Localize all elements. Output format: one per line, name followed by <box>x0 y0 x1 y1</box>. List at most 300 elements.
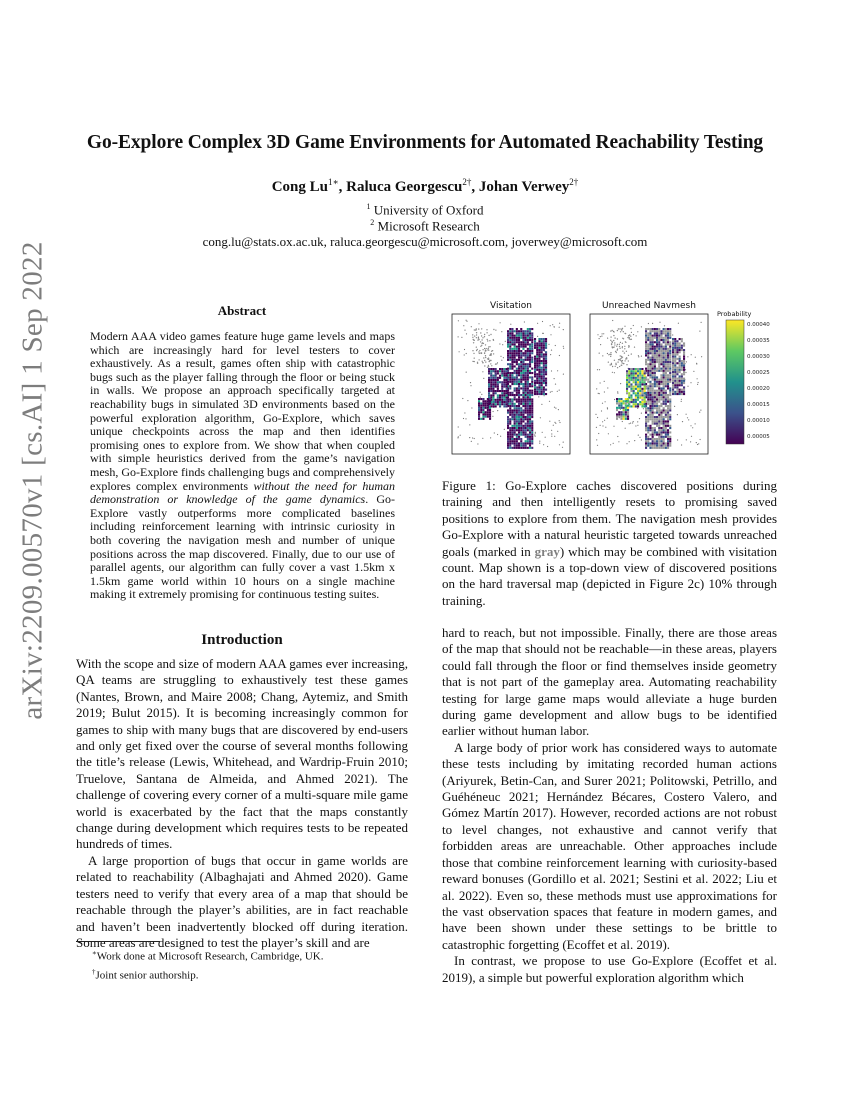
map-cell <box>644 375 646 377</box>
map-cell <box>667 328 669 330</box>
map-cell <box>525 423 527 425</box>
map-cell <box>649 405 651 407</box>
map-cell <box>665 414 667 416</box>
map-cell <box>652 387 654 389</box>
map-cell <box>652 350 654 352</box>
map-cell <box>669 401 671 403</box>
map-cell <box>527 385 529 387</box>
map-cell <box>667 339 669 341</box>
author-list: Cong $Lu^{1∗}$, Raluca Georgescu$^{2\dagger}$, Johan Verwey$^{2\dagger}$ <box>271 177 579 195</box>
map-cell <box>520 409 522 411</box>
right-column-body <box>442 625 777 986</box>
author-name: Johan Verwey <box>478 179 570 195</box>
map-cell <box>482 409 484 411</box>
map-cell <box>509 409 511 411</box>
map-cell <box>529 418 531 420</box>
map-cell <box>618 398 620 400</box>
map-cell <box>623 411 625 413</box>
map-cell <box>522 370 524 372</box>
map-cell <box>658 407 660 409</box>
map-cell <box>652 379 654 381</box>
map-cell <box>676 382 678 384</box>
map-cell <box>507 418 509 420</box>
figure-1-caption <box>442 478 777 609</box>
map-cell <box>618 407 620 409</box>
map-cell <box>541 353 543 355</box>
map-cell <box>522 330 524 332</box>
map-cell <box>658 359 660 361</box>
map-cell <box>633 403 635 405</box>
map-point <box>605 427 606 428</box>
map-cell <box>633 399 635 401</box>
map-cell <box>516 392 518 394</box>
map-cell <box>516 414 518 416</box>
map-cell <box>647 370 649 372</box>
map-point <box>467 400 468 401</box>
map-point <box>617 436 618 437</box>
map-cell <box>626 390 628 392</box>
map-cell <box>503 372 505 374</box>
map-point <box>503 357 504 358</box>
map-cell <box>525 405 527 407</box>
map-cell <box>669 370 671 372</box>
map-cell <box>541 375 543 377</box>
map-cell <box>641 390 643 392</box>
map-cell <box>665 332 667 334</box>
map-point <box>632 422 633 423</box>
map-point <box>473 353 474 354</box>
map-cell <box>616 413 618 415</box>
map-cell <box>647 328 649 330</box>
map-point <box>474 335 475 336</box>
map-cell <box>652 434 654 436</box>
map-cell <box>620 416 622 418</box>
map-cell <box>652 414 654 416</box>
map-cell <box>527 420 529 422</box>
map-cell <box>618 400 620 402</box>
map-point <box>472 437 473 438</box>
map-cell <box>656 440 658 442</box>
map-cell <box>529 365 531 367</box>
map-cell <box>669 361 671 363</box>
map-cell <box>499 381 501 383</box>
map-cell <box>667 341 669 343</box>
map-cell <box>490 377 492 379</box>
map-cell <box>487 405 489 407</box>
map-cell <box>507 445 509 447</box>
map-cell <box>511 343 513 345</box>
map-cell <box>676 378 678 380</box>
map-cell <box>639 401 641 403</box>
map-cell <box>665 335 667 337</box>
map-cell <box>503 370 505 372</box>
map-cell <box>669 418 671 420</box>
map-cell <box>649 409 651 411</box>
map-cell <box>490 368 492 370</box>
map-cell <box>518 447 520 449</box>
map-cell <box>509 442 511 444</box>
map-cell <box>676 371 678 373</box>
map-cell <box>669 350 671 352</box>
map-cell <box>514 352 516 354</box>
map-cell <box>660 348 662 350</box>
map-point <box>624 348 625 349</box>
map-point <box>458 426 459 427</box>
map-point <box>682 421 683 422</box>
map-cell <box>545 353 547 355</box>
map-point <box>622 421 623 422</box>
map-cell <box>635 403 637 405</box>
map-cell <box>538 356 540 358</box>
map-cell <box>620 411 622 413</box>
map-cell <box>525 337 527 339</box>
map-cell <box>667 398 669 400</box>
map-cell <box>522 332 524 334</box>
map-cell <box>645 354 647 356</box>
map-cell <box>647 440 649 442</box>
map-cell <box>518 398 520 400</box>
map-cell <box>527 407 529 409</box>
map-point <box>563 374 564 375</box>
map-cell <box>525 385 527 387</box>
map-cell <box>618 402 620 404</box>
map-cell <box>669 372 671 374</box>
map-point <box>612 346 613 347</box>
map-cell <box>545 345 547 347</box>
map-point <box>614 399 615 400</box>
map-cell <box>516 332 518 334</box>
map-cell <box>672 389 674 391</box>
abstract-text: . Go-Explore vastly outperforms more complicated baselines including reinforcement learning with intrinsic curiosity in both covering the navigation mesh and number of unique positions across the map discovered. Finally, due to our use of parallel agents, our algorithm can fully cover a vast 1.5km x 1.5km game world within 10 hours on a single machine making it extremely promising for continuous testing suites. <box>90 492 395 602</box>
map-cell <box>482 398 484 400</box>
map-cell <box>520 381 522 383</box>
map-cell <box>647 431 649 433</box>
map-point <box>542 321 543 322</box>
map-cell <box>654 341 656 343</box>
map-cell <box>658 368 660 370</box>
map-cell <box>674 351 676 353</box>
map-cell <box>509 346 511 348</box>
map-point <box>486 348 487 349</box>
map-cell <box>514 346 516 348</box>
map-cell <box>501 403 503 405</box>
map-cell <box>520 343 522 345</box>
map-cell <box>652 438 654 440</box>
map-cell <box>543 375 545 377</box>
map-point <box>599 353 600 354</box>
map-cell <box>518 427 520 429</box>
map-point <box>545 437 546 438</box>
map-cell <box>529 394 531 396</box>
map-cell <box>654 447 656 449</box>
map-point <box>615 366 616 367</box>
map-cell <box>667 368 669 370</box>
map-cell <box>511 438 513 440</box>
map-cell <box>628 379 630 381</box>
map-cell <box>672 378 674 380</box>
map-cell <box>536 391 538 393</box>
map-cell <box>501 401 503 403</box>
map-point <box>596 439 597 440</box>
map-cell <box>499 377 501 379</box>
map-cell <box>676 373 678 375</box>
map-cell <box>495 368 497 370</box>
map-cell <box>518 383 520 385</box>
map-cell <box>518 346 520 348</box>
map-point <box>635 425 636 426</box>
map-cell <box>654 438 656 440</box>
map-cell <box>506 372 508 374</box>
map-cell <box>503 368 505 370</box>
map-point <box>485 361 486 362</box>
map-cell <box>541 371 543 373</box>
map-cell <box>507 330 509 332</box>
map-cell <box>616 400 618 402</box>
affiliation <box>60 218 790 234</box>
map-cell <box>514 350 516 352</box>
map-cell <box>672 358 674 360</box>
map-point <box>701 322 702 323</box>
map-cell <box>627 398 629 400</box>
map-cell <box>669 332 671 334</box>
map-cell <box>543 353 545 355</box>
map-cell <box>649 398 651 400</box>
map-cell <box>514 361 516 363</box>
map-cell <box>525 376 527 378</box>
map-point <box>697 444 698 445</box>
map-point <box>478 338 479 339</box>
map-cell <box>641 388 643 390</box>
map-cell <box>488 381 490 383</box>
map-cell <box>660 350 662 352</box>
map-cell <box>511 381 513 383</box>
map-point <box>463 418 464 419</box>
map-cell <box>644 392 646 394</box>
map-cell <box>656 425 658 427</box>
map-cell <box>633 375 635 377</box>
map-cell <box>658 427 660 429</box>
map-cell <box>645 346 647 348</box>
map-cell <box>516 337 518 339</box>
map-cell <box>656 392 658 394</box>
map-cell <box>649 412 651 414</box>
map-cell <box>672 356 674 358</box>
map-cell <box>658 383 660 385</box>
map-cell <box>669 381 671 383</box>
map-cell <box>652 403 654 405</box>
map-point <box>491 351 492 352</box>
map-cell <box>495 372 497 374</box>
map-cell <box>679 375 681 377</box>
map-cell <box>672 353 674 355</box>
map-cell <box>506 370 508 372</box>
map-point <box>601 410 602 411</box>
map-cell <box>658 398 660 400</box>
map-cell <box>669 357 671 359</box>
map-cell <box>647 407 649 409</box>
map-cell <box>499 401 501 403</box>
map-cell <box>497 381 499 383</box>
map-point <box>541 404 542 405</box>
map-cell <box>522 420 524 422</box>
map-cell <box>669 414 671 416</box>
map-cell <box>522 425 524 427</box>
map-cell <box>654 440 656 442</box>
map-cell <box>672 371 674 373</box>
map-cell <box>538 362 540 364</box>
map-cell <box>669 407 671 409</box>
map-point <box>641 326 642 327</box>
colorbar-tick: 0.00030 <box>747 354 770 360</box>
map-point <box>697 378 698 379</box>
map-point <box>549 421 550 422</box>
map-cell <box>625 409 627 411</box>
map-cell <box>674 373 676 375</box>
map-cell <box>658 343 660 345</box>
map-cell <box>654 350 656 352</box>
map-cell <box>647 381 649 383</box>
map-cell <box>511 434 513 436</box>
map-cell <box>665 403 667 405</box>
map-point <box>652 323 653 324</box>
map-cell <box>514 381 516 383</box>
map-cell <box>681 393 683 395</box>
map-point <box>637 331 638 332</box>
map-cell <box>497 377 499 379</box>
map-cell <box>511 335 513 337</box>
map-cell <box>654 330 656 332</box>
map-point <box>610 336 611 337</box>
map-point <box>478 323 479 324</box>
map-cell <box>656 447 658 449</box>
affiliation-name: Microsoft Research <box>377 218 480 234</box>
map-cell <box>509 339 511 341</box>
map-cell <box>516 429 518 431</box>
map-cell <box>488 372 490 374</box>
affiliation-mark: 1 <box>366 202 371 211</box>
map-cell <box>487 398 489 400</box>
map-cell <box>652 357 654 359</box>
map-cell <box>509 337 511 339</box>
map-cell <box>618 405 620 407</box>
map-cell <box>647 418 649 420</box>
map-cell <box>516 354 518 356</box>
map-cell <box>511 341 513 343</box>
map-cell <box>525 436 527 438</box>
map-cell <box>667 354 669 356</box>
map-cell <box>527 335 529 337</box>
map-cell <box>663 350 665 352</box>
map-cell <box>656 357 658 359</box>
map-point <box>460 435 461 436</box>
map-cell <box>676 386 678 388</box>
map-point <box>695 357 696 358</box>
map-cell <box>516 405 518 407</box>
map-cell <box>635 386 637 388</box>
map-point <box>616 346 617 347</box>
map-cell <box>669 438 671 440</box>
map-point <box>559 422 560 423</box>
map-cell <box>665 398 667 400</box>
map-cell <box>525 445 527 447</box>
map-point <box>610 444 611 445</box>
map-cell <box>616 402 618 404</box>
map-cell <box>538 338 540 340</box>
map-cell <box>516 407 518 409</box>
map-cell <box>676 393 678 395</box>
map-cell <box>538 340 540 342</box>
map-cell <box>663 423 665 425</box>
map-cell <box>654 365 656 367</box>
map-point <box>601 336 602 337</box>
map-cell <box>656 442 658 444</box>
map-cell <box>536 345 538 347</box>
map-cell <box>538 358 540 360</box>
map-cell <box>541 349 543 351</box>
map-cell <box>538 349 540 351</box>
map-point <box>538 396 539 397</box>
map-cell <box>656 346 658 348</box>
footnote <box>76 946 408 965</box>
map-cell <box>545 364 547 366</box>
map-cell <box>503 379 505 381</box>
map-cell <box>527 330 529 332</box>
map-cell <box>518 416 520 418</box>
map-cell <box>660 368 662 370</box>
map-cell <box>511 447 513 449</box>
map-cell <box>663 337 665 339</box>
map-cell <box>647 332 649 334</box>
map-cell <box>509 330 511 332</box>
map-cell <box>541 378 543 380</box>
map-cell <box>658 381 660 383</box>
map-cell <box>506 386 508 388</box>
map-point <box>488 359 489 360</box>
map-cell <box>654 445 656 447</box>
map-cell <box>516 425 518 427</box>
map-cell <box>669 390 671 392</box>
map-cell <box>649 427 651 429</box>
map-cell <box>679 389 681 391</box>
map-cell <box>529 407 531 409</box>
map-cell <box>674 360 676 362</box>
map-point <box>624 352 625 353</box>
map-point <box>697 384 698 385</box>
map-point <box>600 336 601 337</box>
map-cell <box>639 381 641 383</box>
map-cell <box>492 386 494 388</box>
map-cell <box>520 401 522 403</box>
map-cell <box>665 412 667 414</box>
map-cell <box>649 390 651 392</box>
map-cell <box>626 377 628 379</box>
map-cell <box>674 380 676 382</box>
map-cell <box>522 361 524 363</box>
map-point <box>626 364 627 365</box>
map-cell <box>676 342 678 344</box>
affiliation-name: University of Oxford <box>373 202 484 218</box>
map-point <box>637 408 638 409</box>
map-cell <box>488 394 490 396</box>
map-cell <box>676 389 678 391</box>
map-cell <box>488 386 490 388</box>
map-cell <box>644 399 646 401</box>
map-cell <box>529 423 531 425</box>
map-point <box>698 443 699 444</box>
map-cell <box>534 358 536 360</box>
map-point <box>600 425 601 426</box>
map-cell <box>522 346 524 348</box>
